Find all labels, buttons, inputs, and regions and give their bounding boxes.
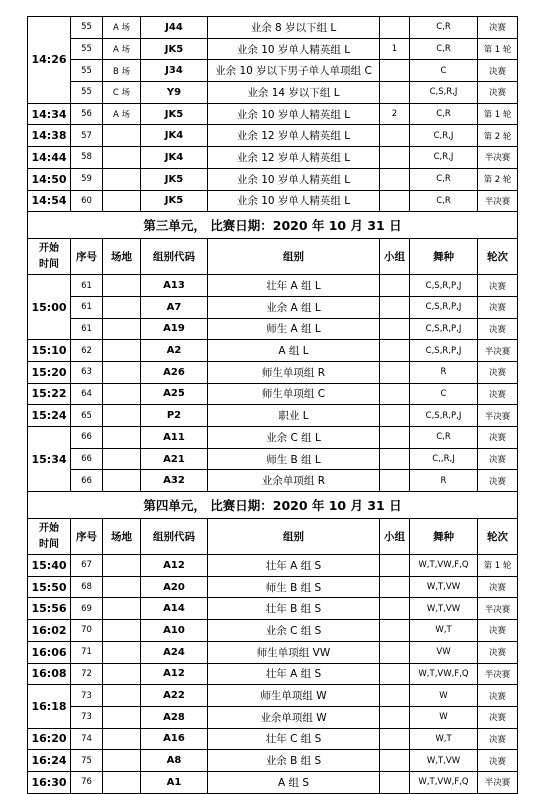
dance-cell: W,T,VW,F,Q xyxy=(410,771,478,793)
venue-cell: B 场 xyxy=(103,60,141,82)
group-code-cell: A25 xyxy=(141,383,208,405)
table-row xyxy=(28,103,518,125)
header-group-code: 组别代码 xyxy=(141,519,208,555)
round-cell: 决赛 xyxy=(478,275,518,297)
group-cell: 业余 10 岁单人精英组 L xyxy=(208,103,380,125)
table-row xyxy=(28,750,518,772)
venue-cell xyxy=(103,728,141,750)
round-cell: 半决赛 xyxy=(478,147,518,169)
table-row xyxy=(28,555,518,577)
group-cell: 师生 B 组 S xyxy=(208,576,380,598)
subgroup-cell xyxy=(380,190,410,212)
start-time-cell: 15:40 xyxy=(28,555,71,577)
subgroup-cell xyxy=(380,296,410,318)
seq-cell: 66 xyxy=(71,427,103,449)
group-cell: 壮年 C 组 S xyxy=(208,728,380,750)
venue-cell xyxy=(103,706,141,728)
start-time-cell: 16:24 xyxy=(28,750,71,772)
round-cell: 半决赛 xyxy=(478,340,518,362)
venue-cell xyxy=(103,771,141,793)
round-cell: 决赛 xyxy=(478,685,518,707)
table-row xyxy=(28,82,518,104)
seq-cell: 55 xyxy=(71,60,103,82)
header-row xyxy=(28,519,518,555)
table-row xyxy=(28,598,518,620)
round-cell: 决赛 xyxy=(478,296,518,318)
subgroup-cell xyxy=(380,598,410,620)
group-code-cell: A32 xyxy=(141,470,208,492)
group-cell: 壮年 A 组 S xyxy=(208,555,380,577)
unit-title-row xyxy=(28,212,518,239)
venue-cell xyxy=(103,383,141,405)
dance-cell: C,R xyxy=(410,17,478,39)
start-time-cell: 15:10 xyxy=(28,340,71,362)
venue-cell xyxy=(103,598,141,620)
header-venue: 场地 xyxy=(103,239,141,275)
table-row xyxy=(28,190,518,212)
group-cell: 业余 10 岁单人精英组 L xyxy=(208,38,380,60)
round-cell: 半决赛 xyxy=(478,663,518,685)
round-cell: 半决赛 xyxy=(478,190,518,212)
unit-title-row xyxy=(28,492,518,519)
group-code-cell: A28 xyxy=(141,706,208,728)
seq-cell: 55 xyxy=(71,38,103,60)
schedule-block-unit4 xyxy=(28,555,518,794)
round-cell: 第 1 轮 xyxy=(478,38,518,60)
venue-cell xyxy=(103,470,141,492)
table-row xyxy=(28,641,518,663)
group-code-cell: J44 xyxy=(141,17,208,39)
schedule-block-unit2 xyxy=(28,17,518,212)
subgroup-cell xyxy=(380,427,410,449)
subgroup-cell xyxy=(380,576,410,598)
group-cell: 业余 10 岁以下男子单人单项组 C xyxy=(208,60,380,82)
round-cell: 决赛 xyxy=(478,361,518,383)
venue-cell xyxy=(103,147,141,169)
dance-cell: W,T xyxy=(410,728,478,750)
round-cell: 决赛 xyxy=(478,448,518,470)
dance-cell: W xyxy=(410,706,478,728)
header-group: 组别 xyxy=(208,239,380,275)
group-code-cell: JK4 xyxy=(141,125,208,147)
start-time-cell: 16:30 xyxy=(28,771,71,793)
venue-cell xyxy=(103,620,141,642)
seq-cell: 61 xyxy=(71,318,103,340)
group-cell: 职业 L xyxy=(208,405,380,427)
subgroup-cell xyxy=(380,685,410,707)
start-time-cell: 16:06 xyxy=(28,641,71,663)
seq-cell: 71 xyxy=(71,641,103,663)
subgroup-cell xyxy=(380,361,410,383)
group-code-cell: A26 xyxy=(141,361,208,383)
subgroup-cell xyxy=(380,706,410,728)
subgroup-cell xyxy=(380,168,410,190)
group-cell: 师生单项组 C xyxy=(208,383,380,405)
subgroup-cell xyxy=(380,728,410,750)
group-cell: 业余 10 岁单人精英组 L xyxy=(208,190,380,212)
subgroup-cell xyxy=(380,641,410,663)
unit4-header-block xyxy=(28,519,518,555)
venue-cell xyxy=(103,125,141,147)
venue-cell xyxy=(103,168,141,190)
venue-cell: C 场 xyxy=(103,82,141,104)
round-cell: 第 1 轮 xyxy=(478,103,518,125)
dance-cell: W,T,VW,F,Q xyxy=(410,555,478,577)
header-venue: 场地 xyxy=(103,519,141,555)
header-round: 轮次 xyxy=(478,519,518,555)
venue-cell xyxy=(103,685,141,707)
group-cell: 壮年 A 组 S xyxy=(208,663,380,685)
round-cell: 半决赛 xyxy=(478,598,518,620)
subgroup-cell xyxy=(380,383,410,405)
round-cell: 决赛 xyxy=(478,641,518,663)
header-round: 轮次 xyxy=(478,239,518,275)
subgroup-cell xyxy=(380,125,410,147)
dance-cell: C,S,R,P,J xyxy=(410,296,478,318)
seq-cell: 61 xyxy=(71,296,103,318)
subgroup-cell xyxy=(380,82,410,104)
subgroup-cell xyxy=(380,470,410,492)
dance-cell: VW xyxy=(410,641,478,663)
seq-cell: 59 xyxy=(71,168,103,190)
group-cell: 业余单项组 R xyxy=(208,470,380,492)
group-code-cell: Y9 xyxy=(141,82,208,104)
venue-cell xyxy=(103,576,141,598)
unit4-title-block xyxy=(28,492,518,519)
venue-cell xyxy=(103,750,141,772)
schedule-block-unit3 xyxy=(28,275,518,492)
subgroup-cell xyxy=(380,750,410,772)
group-code-cell: A16 xyxy=(141,728,208,750)
unit3-title: 第三单元， 比赛日期：2020 年 10 月 31 日 xyxy=(28,212,518,239)
start-time-cell: 14:26 xyxy=(28,17,71,104)
seq-cell: 66 xyxy=(71,470,103,492)
dance-cell: C xyxy=(410,383,478,405)
dance-cell: C,S,R,P,J xyxy=(410,318,478,340)
round-cell: 第 1 轮 xyxy=(478,555,518,577)
seq-cell: 63 xyxy=(71,361,103,383)
seq-cell: 56 xyxy=(71,103,103,125)
group-code-cell: A11 xyxy=(141,427,208,449)
group-code-cell: A12 xyxy=(141,555,208,577)
table-row xyxy=(28,361,518,383)
seq-cell: 60 xyxy=(71,190,103,212)
unit3-title-block xyxy=(28,212,518,239)
round-cell: 第 2 轮 xyxy=(478,168,518,190)
subgroup-cell xyxy=(380,405,410,427)
venue-cell: A 场 xyxy=(103,103,141,125)
header-seq: 序号 xyxy=(71,239,103,275)
subgroup-cell xyxy=(380,275,410,297)
seq-cell: 58 xyxy=(71,147,103,169)
group-cell: 业余 B 组 S xyxy=(208,750,380,772)
unit3-header-block xyxy=(28,239,518,275)
round-cell: 半决赛 xyxy=(478,405,518,427)
seq-cell: 68 xyxy=(71,576,103,598)
dance-cell: W,T,VW,F,Q xyxy=(410,663,478,685)
group-cell: 业余单项组 W xyxy=(208,706,380,728)
start-time-cell: 15:34 xyxy=(28,427,71,492)
dance-cell: C,R xyxy=(410,38,478,60)
start-time-cell: 14:38 xyxy=(28,125,71,147)
group-cell: 师生 A 组 L xyxy=(208,318,380,340)
venue-cell xyxy=(103,405,141,427)
seq-cell: 73 xyxy=(71,706,103,728)
start-time-cell: 15:00 xyxy=(28,275,71,340)
round-cell: 决赛 xyxy=(478,706,518,728)
start-time-cell: 15:24 xyxy=(28,405,71,427)
subgroup-cell xyxy=(380,147,410,169)
seq-cell: 73 xyxy=(71,685,103,707)
start-time-cell: 15:56 xyxy=(28,598,71,620)
round-cell: 决赛 xyxy=(478,427,518,449)
dance-cell: C,S,R,P,J xyxy=(410,340,478,362)
group-cell: 业余 12 岁单人精英组 L xyxy=(208,125,380,147)
dance-cell: W,T xyxy=(410,620,478,642)
table-row xyxy=(28,448,518,470)
seq-cell: 65 xyxy=(71,405,103,427)
group-code-cell: A22 xyxy=(141,685,208,707)
dance-cell: R xyxy=(410,470,478,492)
round-cell: 决赛 xyxy=(478,576,518,598)
round-cell: 决赛 xyxy=(478,383,518,405)
group-code-cell: A2 xyxy=(141,340,208,362)
dance-cell: W,T,VW xyxy=(410,576,478,598)
subgroup-cell xyxy=(380,771,410,793)
dance-cell: C xyxy=(410,60,478,82)
subgroup-cell xyxy=(380,318,410,340)
dance-cell: C,R xyxy=(410,190,478,212)
seq-cell: 55 xyxy=(71,82,103,104)
table-row xyxy=(28,275,518,297)
unit4-title: 第四单元， 比赛日期：2020 年 10 月 31 日 xyxy=(28,492,518,519)
dance-cell: W xyxy=(410,685,478,707)
dance-cell: C,R xyxy=(410,427,478,449)
venue-cell xyxy=(103,275,141,297)
start-time-cell: 15:22 xyxy=(28,383,71,405)
group-cell: 业余 12 岁单人精英组 L xyxy=(208,147,380,169)
table-row xyxy=(28,620,518,642)
table-row xyxy=(28,38,518,60)
dance-cell: C,S,R,P,J xyxy=(410,275,478,297)
round-cell: 第 2 轮 xyxy=(478,125,518,147)
group-code-cell: JK5 xyxy=(141,103,208,125)
start-time-cell: 14:54 xyxy=(28,190,71,212)
seq-cell: 69 xyxy=(71,598,103,620)
header-start-time: 开始 时间 xyxy=(28,519,71,555)
round-cell: 决赛 xyxy=(478,318,518,340)
table-row xyxy=(28,168,518,190)
round-cell: 决赛 xyxy=(478,750,518,772)
group-cell: 业余 14 岁以下组 L xyxy=(208,82,380,104)
group-cell: 师生 B 组 L xyxy=(208,448,380,470)
seq-cell: 66 xyxy=(71,448,103,470)
venue-cell xyxy=(103,361,141,383)
group-code-cell: A7 xyxy=(141,296,208,318)
table-row xyxy=(28,771,518,793)
dance-cell: C,R xyxy=(410,103,478,125)
table-row xyxy=(28,17,518,39)
start-time-cell: 16:08 xyxy=(28,663,71,685)
table-row xyxy=(28,340,518,362)
dance-cell: C,S,R,P,J xyxy=(410,405,478,427)
round-cell: 半决赛 xyxy=(478,771,518,793)
group-cell: 壮年 B 组 S xyxy=(208,598,380,620)
header-group: 组别 xyxy=(208,519,380,555)
table-row xyxy=(28,405,518,427)
dance-cell: C,,R,J xyxy=(410,448,478,470)
dance-cell: C,R,J xyxy=(410,125,478,147)
table-row xyxy=(28,470,518,492)
seq-cell: 72 xyxy=(71,663,103,685)
seq-cell: 67 xyxy=(71,555,103,577)
seq-cell: 64 xyxy=(71,383,103,405)
round-cell: 决赛 xyxy=(478,728,518,750)
subgroup-cell xyxy=(380,340,410,362)
header-row xyxy=(28,239,518,275)
dance-cell: W,T,VW xyxy=(410,598,478,620)
dance-cell: W,T,VW xyxy=(410,750,478,772)
venue-cell xyxy=(103,427,141,449)
group-cell: A 组 S xyxy=(208,771,380,793)
start-time-cell: 14:34 xyxy=(28,103,71,125)
round-cell: 决赛 xyxy=(478,17,518,39)
seq-cell: 75 xyxy=(71,750,103,772)
table-row xyxy=(28,576,518,598)
seq-cell: 55 xyxy=(71,17,103,39)
group-cell: A 组 L xyxy=(208,340,380,362)
group-cell: 业余 8 岁以下组 L xyxy=(208,17,380,39)
venue-cell xyxy=(103,296,141,318)
seq-cell: 61 xyxy=(71,275,103,297)
table-row xyxy=(28,685,518,707)
start-time-cell: 14:50 xyxy=(28,168,71,190)
start-time-cell: 14:44 xyxy=(28,147,71,169)
start-time-cell: 16:20 xyxy=(28,728,71,750)
subgroup-cell: 2 xyxy=(380,103,410,125)
header-subgroup: 小组 xyxy=(380,239,410,275)
table-row xyxy=(28,663,518,685)
group-code-cell: J34 xyxy=(141,60,208,82)
round-cell: 决赛 xyxy=(478,470,518,492)
venue-cell xyxy=(103,340,141,362)
group-code-cell: JK5 xyxy=(141,38,208,60)
group-code-cell: JK5 xyxy=(141,190,208,212)
subgroup-cell xyxy=(380,620,410,642)
dance-cell: C,R,J xyxy=(410,147,478,169)
seq-cell: 76 xyxy=(71,771,103,793)
venue-cell xyxy=(103,190,141,212)
table-row xyxy=(28,427,518,449)
venue-cell xyxy=(103,641,141,663)
group-code-cell: A19 xyxy=(141,318,208,340)
group-code-cell: A21 xyxy=(141,448,208,470)
group-code-cell: A13 xyxy=(141,275,208,297)
group-code-cell: A24 xyxy=(141,641,208,663)
venue-cell: A 场 xyxy=(103,17,141,39)
group-cell: 师生单项组 R xyxy=(208,361,380,383)
group-cell: 业余 C 组 L xyxy=(208,427,380,449)
group-code-cell: A10 xyxy=(141,620,208,642)
start-time-cell: 15:50 xyxy=(28,576,71,598)
group-code-cell: P2 xyxy=(141,405,208,427)
table-row xyxy=(28,60,518,82)
venue-cell xyxy=(103,555,141,577)
seq-cell: 62 xyxy=(71,340,103,362)
subgroup-cell xyxy=(380,17,410,39)
group-code-cell: A12 xyxy=(141,663,208,685)
header-dance: 舞种 xyxy=(410,519,478,555)
table-row xyxy=(28,706,518,728)
group-code-cell: A1 xyxy=(141,771,208,793)
group-code-cell: A20 xyxy=(141,576,208,598)
dance-cell: R xyxy=(410,361,478,383)
round-cell: 决赛 xyxy=(478,82,518,104)
header-dance: 舞种 xyxy=(410,239,478,275)
table-row xyxy=(28,728,518,750)
seq-cell: 74 xyxy=(71,728,103,750)
group-code-cell: A14 xyxy=(141,598,208,620)
schedule-table xyxy=(27,16,518,794)
table-row xyxy=(28,318,518,340)
group-cell: 业余 10 岁单人精英组 L xyxy=(208,168,380,190)
group-code-cell: JK4 xyxy=(141,147,208,169)
table-row xyxy=(28,147,518,169)
subgroup-cell xyxy=(380,448,410,470)
subgroup-cell xyxy=(380,555,410,577)
header-subgroup: 小组 xyxy=(380,519,410,555)
group-cell: 师生单项组 W xyxy=(208,685,380,707)
subgroup-cell: 1 xyxy=(380,38,410,60)
header-seq: 序号 xyxy=(71,519,103,555)
subgroup-cell xyxy=(380,663,410,685)
schedule-sheet xyxy=(27,16,517,794)
venue-cell: A 场 xyxy=(103,38,141,60)
seq-cell: 70 xyxy=(71,620,103,642)
subgroup-cell xyxy=(380,60,410,82)
venue-cell xyxy=(103,318,141,340)
dance-cell: C,R xyxy=(410,168,478,190)
group-cell: 壮年 A 组 L xyxy=(208,275,380,297)
round-cell: 决赛 xyxy=(478,620,518,642)
venue-cell xyxy=(103,663,141,685)
header-start-time: 开始 时间 xyxy=(28,239,71,275)
header-group-code: 组别代码 xyxy=(141,239,208,275)
round-cell: 决赛 xyxy=(478,60,518,82)
dance-cell: C,S,R,J xyxy=(410,82,478,104)
group-code-cell: A8 xyxy=(141,750,208,772)
table-row xyxy=(28,125,518,147)
seq-cell: 57 xyxy=(71,125,103,147)
table-row xyxy=(28,296,518,318)
group-code-cell: JK5 xyxy=(141,168,208,190)
start-time-cell: 15:20 xyxy=(28,361,71,383)
start-time-cell: 16:02 xyxy=(28,620,71,642)
group-cell: 业余 C 组 S xyxy=(208,620,380,642)
venue-cell xyxy=(103,448,141,470)
start-time-cell: 16:18 xyxy=(28,685,71,728)
table-row xyxy=(28,383,518,405)
group-cell: 师生单项组 VW xyxy=(208,641,380,663)
group-cell: 业余 A 组 L xyxy=(208,296,380,318)
